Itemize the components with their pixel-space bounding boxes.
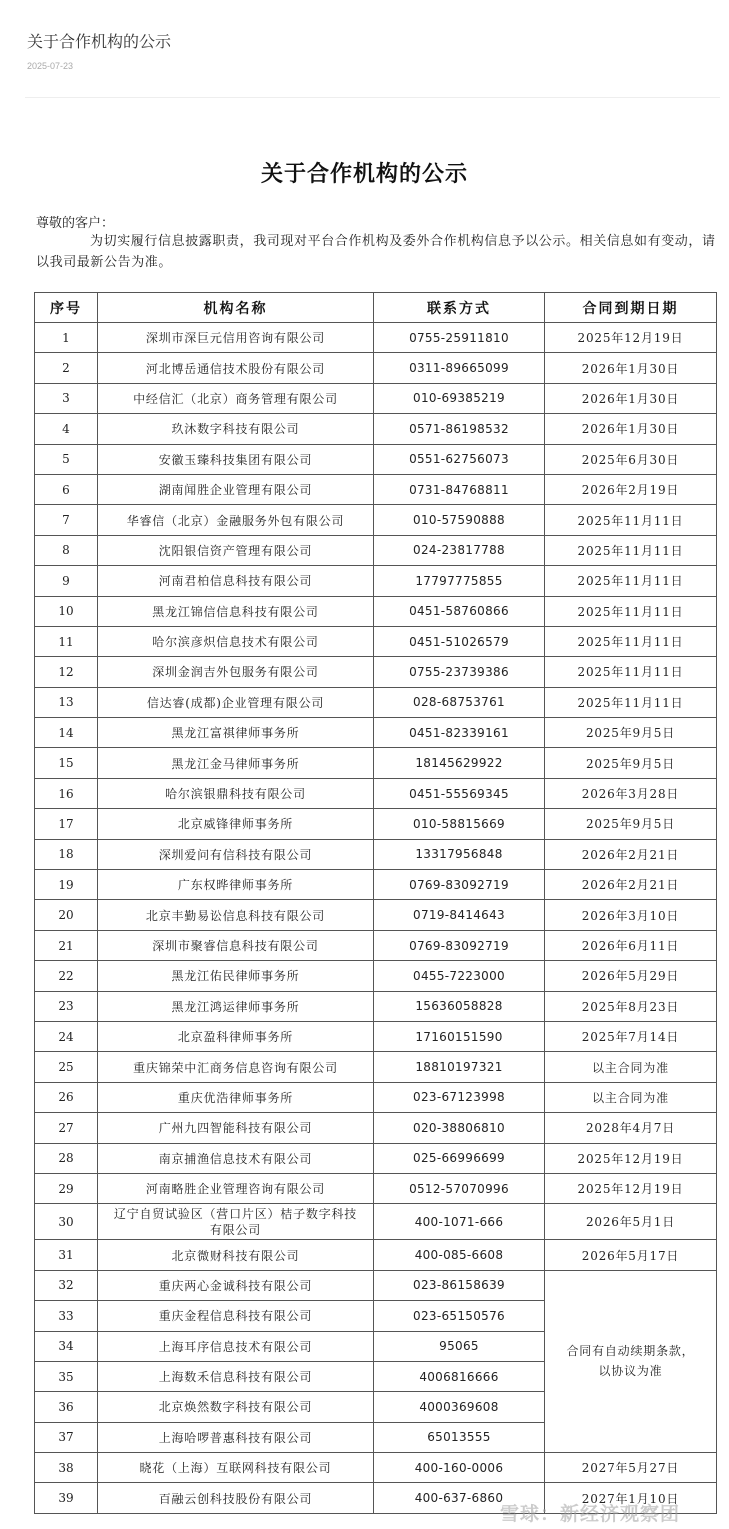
institution-name: 重庆锦荣中汇商务信息咨询有限公司 [98,1052,374,1082]
contact-phone: 0755-25911810 [374,323,545,353]
document-title: 关于合作机构的公示 [260,162,468,187]
contact-phone: 023-86158639 [374,1270,545,1300]
contact-phone: 024-23817788 [374,535,545,565]
contact-phone: 0451-58760866 [374,596,545,626]
contact-phone: 023-65150576 [374,1301,545,1331]
row-number: 32 [35,1270,98,1300]
row-number: 34 [35,1331,98,1361]
column-header-expiry: 合同到期日期 [545,293,717,323]
institution-name: 辽宁自贸试验区（营口片区）桔子数字科技有限公司 [98,1204,374,1240]
institution-name: 河南君柏信息科技有限公司 [98,566,374,596]
table-row [35,870,717,900]
table-row [35,718,717,748]
contract-expiry: 2026年5月1日 [545,1204,717,1240]
contact-phone: 010-58815669 [374,809,545,839]
row-number: 1 [35,323,98,353]
institution-name: 重庆优浩律师事务所 [98,1082,374,1112]
contract-expiry: 2025年11月11日 [545,687,717,717]
institution-name: 中经信汇（北京）商务管理有限公司 [98,383,374,413]
table-row [35,657,717,687]
institution-name: 北京焕然数字科技有限公司 [98,1392,374,1422]
table-row [35,1113,717,1143]
contact-phone: 400-160-0006 [374,1453,545,1483]
contact-phone: 95065 [374,1331,545,1361]
contact-phone: 010-69385219 [374,383,545,413]
contract-expiry: 2026年1月30日 [545,353,717,383]
row-number: 23 [35,991,98,1021]
table-row [35,1173,717,1203]
contact-phone: 0769-83092719 [374,870,545,900]
contract-expiry: 2025年12月19日 [545,1173,717,1203]
table-row [35,474,717,504]
institution-name: 北京丰勤易讼信息科技有限公司 [98,900,374,930]
contract-expiry: 2025年12月19日 [545,1143,717,1173]
contract-expiry: 2026年5月29日 [545,961,717,991]
watermark: 雪球：新经济观察团 [500,1503,681,1525]
contact-phone: 028-68753761 [374,687,545,717]
table-row [35,687,717,717]
institution-name: 广东权晔律师事务所 [98,870,374,900]
article-header [27,32,719,71]
table-row [35,596,717,626]
contact-phone: 0719-8414643 [374,900,545,930]
institution-name: 上海数禾信息科技有限公司 [98,1361,374,1391]
row-number: 38 [35,1453,98,1483]
contact-phone: 0769-83092719 [374,930,545,960]
contact-phone: 010-57590888 [374,505,545,535]
row-number: 5 [35,444,98,474]
table-row [35,900,717,930]
table-row [35,353,717,383]
institution-name: 深圳市聚睿信息科技有限公司 [98,930,374,960]
contract-expiry: 2028年4月7日 [545,1113,717,1143]
row-number: 10 [35,596,98,626]
table-row [35,809,717,839]
contact-phone: 0451-55569345 [374,778,545,808]
row-number: 17 [35,809,98,839]
row-number: 8 [35,535,98,565]
row-number: 36 [35,1392,98,1422]
contact-phone: 4006816666 [374,1361,545,1391]
contact-phone: 0551-62756073 [374,444,545,474]
row-number: 7 [35,505,98,535]
table-body [35,323,717,1514]
row-number: 37 [35,1422,98,1452]
contract-expiry: 2025年9月5日 [545,718,717,748]
institution-name: 重庆金程信息科技有限公司 [98,1301,374,1331]
table-row [35,1052,717,1082]
partner-institutions-table [34,292,717,1514]
contact-phone: 023-67123998 [374,1082,545,1112]
row-number: 30 [35,1204,98,1240]
table-row [35,930,717,960]
contract-expiry: 2025年12月19日 [545,323,717,353]
contract-expiry: 2027年1月10日 [545,1483,717,1513]
contract-expiry: 2026年3月10日 [545,900,717,930]
contract-expiry: 2025年11月11日 [545,657,717,687]
institution-name: 黑龙江富祺律师事务所 [98,718,374,748]
contract-expiry: 2026年1月30日 [545,383,717,413]
institution-name: 信达睿(成都)企业管理有限公司 [98,687,374,717]
contact-phone: 025-66996699 [374,1143,545,1173]
contact-phone: 0731-84768811 [374,474,545,504]
contract-expiry: 2025年11月11日 [545,596,717,626]
contract-expiry: 2026年2月21日 [545,839,717,869]
row-number: 26 [35,1082,98,1112]
table-row [35,323,717,353]
table-row [35,1240,717,1270]
institution-name: 安徽玉臻科技集团有限公司 [98,444,374,474]
contact-phone: 020-38806810 [374,1113,545,1143]
row-number: 33 [35,1301,98,1331]
contact-phone: 0571-86198532 [374,414,545,444]
row-number: 15 [35,748,98,778]
row-number: 2 [35,353,98,383]
table-row [35,414,717,444]
institution-name: 晓花（上海）互联网科技有限公司 [98,1453,374,1483]
contract-expiry: 2025年7月14日 [545,1021,717,1051]
table-row [35,626,717,656]
row-number: 29 [35,1173,98,1203]
contact-phone: 15636058828 [374,991,545,1021]
article-title: 关于合作机构的公示 [27,34,172,51]
table-row [35,839,717,869]
contract-expiry: 2025年11月11日 [545,505,717,535]
institution-name: 重庆两心金诚科技有限公司 [98,1270,374,1300]
institution-name: 华睿信（北京）金融服务外包有限公司 [98,505,374,535]
table-row [35,778,717,808]
table-row [35,444,717,474]
row-number: 4 [35,414,98,444]
header-divider [25,97,720,98]
contact-phone: 0512-57070996 [374,1173,545,1203]
table-header-row [35,293,717,323]
institution-name: 北京微财科技有限公司 [98,1240,374,1270]
row-number: 24 [35,1021,98,1051]
contract-expiry: 2025年9月5日 [545,748,717,778]
table-row [35,1270,717,1300]
contract-expiry: 2025年6月30日 [545,444,717,474]
table-row [35,1082,717,1112]
table-row [35,961,717,991]
contact-phone: 18145629922 [374,748,545,778]
table-row [35,1021,717,1051]
row-number: 11 [35,626,98,656]
contact-phone: 0755-23739386 [374,657,545,687]
contract-expiry: 2026年3月28日 [545,778,717,808]
contact-phone: 0451-51026579 [374,626,545,656]
institution-name: 深圳爱问有信科技有限公司 [98,839,374,869]
contact-phone: 0451-82339161 [374,718,545,748]
column-header-no: 序号 [35,293,98,323]
contract-expiry: 2026年1月30日 [545,414,717,444]
table-row [35,566,717,596]
column-header-contact: 联系方式 [374,293,545,323]
contract-expiry: 2026年2月21日 [545,870,717,900]
institution-name: 北京威锋律师事务所 [98,809,374,839]
institution-name: 北京盈科律师事务所 [98,1021,374,1051]
institution-name: 深圳市深巨元信用咨询有限公司 [98,323,374,353]
institution-name: 黑龙江锦信信息科技有限公司 [98,596,374,626]
table-row [35,748,717,778]
row-number: 27 [35,1113,98,1143]
contact-phone: 0455-7223000 [374,961,545,991]
contact-phone: 13317956848 [374,839,545,869]
contract-expiry: 2026年5月17日 [545,1240,717,1270]
row-number: 20 [35,900,98,930]
table-row [35,535,717,565]
article-date: 2025-07-23 [27,61,74,71]
contact-phone: 65013555 [374,1422,545,1452]
row-number: 39 [35,1483,98,1513]
contact-phone: 400-1071-666 [374,1204,545,1240]
contract-expiry: 2026年6月11日 [545,930,717,960]
institution-name: 河北博岳通信技术股份有限公司 [98,353,374,383]
row-number: 16 [35,778,98,808]
institution-name: 哈尔滨彦炽信息技术有限公司 [98,626,374,656]
contract-expiry: 2025年11月11日 [545,626,717,656]
table-row [35,383,717,413]
row-number: 19 [35,870,98,900]
contact-phone: 400-085-6608 [374,1240,545,1270]
contract-expiry: 2027年5月27日 [545,1453,717,1483]
row-number: 6 [35,474,98,504]
contract-expiry: 2025年11月11日 [545,535,717,565]
contract-expiry: 以主合同为准 [545,1052,717,1082]
row-number: 22 [35,961,98,991]
contract-expiry: 2025年9月5日 [545,809,717,839]
table-row [35,1453,717,1483]
institution-name: 南京捕渔信息技术有限公司 [98,1143,374,1173]
institution-name: 黑龙江佑民律师事务所 [98,961,374,991]
table-row [35,991,717,1021]
greeting: 尊敬的客户： [36,216,115,231]
row-number: 28 [35,1143,98,1173]
institution-name: 上海耳序信息技术有限公司 [98,1331,374,1361]
row-number: 25 [35,1052,98,1082]
contact-phone: 18810197321 [374,1052,545,1082]
institution-name: 广州九四智能科技有限公司 [98,1113,374,1143]
table-row [35,1143,717,1173]
institution-name: 深圳金润吉外包服务有限公司 [98,657,374,687]
institution-name: 河南略胜企业管理咨询有限公司 [98,1173,374,1203]
contact-phone: 4000369608 [374,1392,545,1422]
row-number: 13 [35,687,98,717]
contract-expiry: 2025年8月23日 [545,991,717,1021]
institution-name: 黑龙江金马律师事务所 [98,748,374,778]
row-number: 21 [35,930,98,960]
institution-name: 哈尔滨银鼎科技有限公司 [98,778,374,808]
contract-expiry-merged-note: 合同有自动续期条款，以协议为准 [545,1270,717,1452]
contract-expiry: 2026年2月19日 [545,474,717,504]
intro-paragraph: 为切实履行信息披露职责，我司现对平台合作机构及委外合作机构信息予以公示。相关信息如有变动，请以我司最新公告为准。 [36,234,716,270]
contact-phone: 17160151590 [374,1021,545,1051]
contact-phone: 17797775855 [374,566,545,596]
table-row [35,1204,717,1240]
row-number: 31 [35,1240,98,1270]
row-number: 12 [35,657,98,687]
institution-name: 湖南闻胜企业管理有限公司 [98,474,374,504]
contact-phone: 400-637-6860 [374,1483,545,1513]
contract-expiry: 以主合同为准 [545,1082,717,1112]
institution-name: 沈阳银信资产管理有限公司 [98,535,374,565]
row-number: 35 [35,1361,98,1391]
row-number: 18 [35,839,98,869]
row-number: 9 [35,566,98,596]
column-header-name: 机构名称 [98,293,374,323]
contract-expiry: 2025年11月11日 [545,566,717,596]
institution-name: 上海哈啰普惠科技有限公司 [98,1422,374,1452]
row-number: 3 [35,383,98,413]
row-number: 14 [35,718,98,748]
contact-phone: 0311-89665099 [374,353,545,383]
institution-name: 黑龙江鸿运律师事务所 [98,991,374,1021]
table-row [35,505,717,535]
institution-name: 玖沐数字科技有限公司 [98,414,374,444]
institution-name: 百融云创科技股份有限公司 [98,1483,374,1513]
